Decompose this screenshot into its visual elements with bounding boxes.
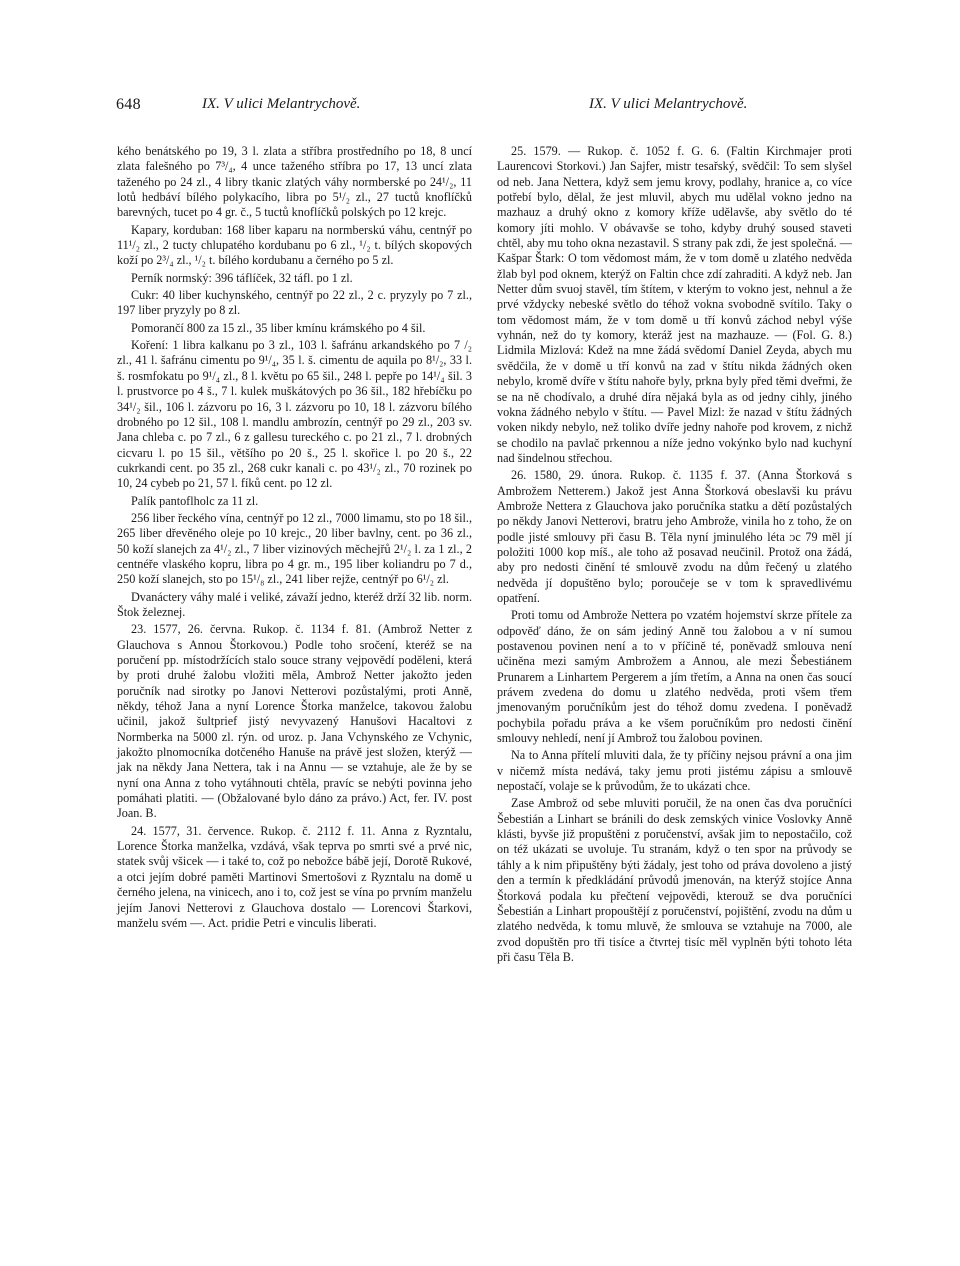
- paragraph: Koření: 1 libra kalkanu po 3 zl., 103 l. šafránu arkandského po 7 /₂ zl., 41 l. šafránu cimentu po 9¹/₄, 35 l. š. cimentu de aquila po 8¹/₂, 33 l. š. rosmfokatu po 9¹/₄ zl., 8 l. květu po 65 šil., 248 l. pepře po 14¹/₄ šil. 3 l. prustvorce po 4 š., 7 l. kulek muškátových po 36 šil., 182 hřebíčku po 34¹/₂ šil., 106 l. zázvoru po 16, 3 l. zázvoru po 10, 18 l. zázvoru bílého drobného po 12 šil., 108 l. mandlu ambrozín, centnýř po 29 zl., 203 sv. Jana chleba c. po 7 zl., 6 z gallesu tureckého c. po 21 zl., 7 l. drobných cicvaru l. po 15 šil., většího po 20 š., 25 l. skořice l. po 20 š., 22 cukrkandi cent. po 35 zl., 268 cukr kanali c. po 43¹/₂ zl., 70 rozinek po 10, 24 cybeb po 21, 57 l. fíků cent. po 12 zl.: [117, 338, 472, 491]
- right-column: [497, 144, 852, 967]
- paragraph: Cukr: 40 liber kuchynského, centnýř po 22 zl., 2 c. pryzyly po 7 zl., 197 liber pryzyly po 8 zl.: [117, 288, 472, 318]
- left-column: [117, 144, 472, 933]
- running-title-left: IX. V ulici Melantrychově.: [202, 96, 361, 112]
- running-title-right: IX. V ulici Melantrychově.: [589, 96, 748, 112]
- paragraph: Palík pantoflholc za 11 zl.: [131, 493, 259, 508]
- document-entry: 26. 1580, 29. února. Rukop. č. 1135 f. 37. (Anna Štorková s Ambrožem Netterem.) Jakož jest Anna Štorková obeslavši ku právu Ambrože Nettera z Glauchova jako poručníka statku a dětí pozůstalých po někdy Janovi Netterovi, bratru jeho Ambrože, vinila ho z toho, že on podle jisté smlouvy při času B. Těla nyní jminulého léta ᴐc 79 měl jí položiti 1000 kop míš., ale toho až posavad neučinil. Protož ona žádá, aby pro nedosti činění té smlouvě zvodu na dům řečený u zlatého nedvěda jí dopuštěno bylo; poroučeje se v tom k spravedlivému opatření.: [497, 468, 852, 605]
- paragraph: Kapary, korduban: 168 liber kaparu na normberskú váhu, centnýř po 11¹/₂ zl., 2 tucty chlupatého kordubanu po 6 zl., ¹/₂ t. bílých skopových koží po 2³/₄ zl., ¹/₂ t. bílého kordubanu a černého po 5 zl.: [117, 222, 472, 268]
- document-entry: 23. 1577, 26. června. Rukop. č. 1134 f. 81. (Ambrož Netter z Glauchova s Annou Štorkovou.) Podle toho sročení, kteréž se na poručení pp. místodržících stalo souce strany vejpovědí poděleni, která by proti druhé žalobu vložiti měla, Ambrož Netter jakožto jeden poručník nad sirotky po Janovi Netterovi pozůstalými, proti Anně, někdy, téhož Jana a nyní Lorence Štorka manželce, takovou žalobu učinil, jakož šultprief jistý nevyvazený Hanušovi Hacaltovi z Normberka na 5000 zl. rýn. od uroz. p. Jana Vchynského ze Vchynic, jakožto plnomocníka dotčeného Hanuše na právě jest složen, kterýž — jak na někdy Jana Nettera, tak i na Annu — se vztahuje, ale že by se nyní ona Anna z toho vytáhnouti chtěla, pravíc se nebýti povinna jeho pomáhati platiti. — (Obžalované bylo dáno za právo.) Act, fer. IV. post Joan. B.: [117, 622, 472, 821]
- paragraph: Perník normský: 396 táflíček, 32 táfl. po 1 zl.: [131, 270, 353, 285]
- paragraph: 256 liber řeckého vína, centnýř po 12 zl., 7000 limamu, sto po 18 šil., 265 liber dřevěného oleje po 10 krejc., 20 liber bavlny, cent. po 36 zl., 50 koží slanejch za 4¹/₂ zl., 7 liber vizinových měchejřů 2¹/₂ l. za 1 zl., 2 centnéře vlaského kopru, libra po 4 gr. m., 195 liber koliandru po 7 d., 250 koží slanejch, sto po 15¹/₈ zl., 241 liber rejže, centnýř po 6¹/₂ zl.: [117, 510, 472, 587]
- paragraph: Dvanáctery váhy malé i veliké, závaží jedno, kteréž drží 32 lib. norm. Štok železnej.: [117, 589, 472, 619]
- page-number: 648: [116, 96, 141, 113]
- document-entry: 24. 1577, 31. července. Rukop. č. 2112 f. 11. Anna z Ryzntalu, Lorence Štorka manželka, vzdává, však teprva po smrti své a prvé nic, statek svůj všicek — i také to, což po nebožce bábě její, Dorotě Rukové, a otci jejím dobré paměti Martinovi Smertošovi z Ryzntalu na domě u černého jelena, na vinicech, ano i to, což jest se vína po prvním manželu jejím Janovi Netterovi z Glauchova dostalo — Lorencovi Štarkovi, manželu svém —. Act. pridie Petri e vinculis liberati.: [117, 823, 472, 930]
- paragraph: Zase Ambrož od sebe mluviti poručil, že na onen čas dva poručníci Šebestián a Linhart se bránili do desk zemských vinice Voslovky Anně klásti, byvše již propuštěni z poručenství, avšak jim to nepostačilo, což on též ukázati se uvoluje. Tu stranám, když o ten spor na průvody se táhly a k nim připuštěny býti žádaly, jest toho od práva dovoleno a jistý den a termín k předkládání průvodů jmenován, na kterýž stojíce Anna Štorková podala ku přečtení vejpovědi, kterouž se dva poručníci Šebestián a Linhart propouštějí z poručenství, pojištění, zvodu na dům u zlatého nedvěda, k tomu mluvě, že smlouva se vztahuje na 7000, ale zvod dopuštěn pro tři tisíce a čtvrtej tisíc měl vyplněn býti tohoto léta při času Těla B.: [497, 796, 852, 964]
- document-entry: 25. 1579. — Rukop. č. 1052 f. G. 6. (Faltin Kirchmajer proti Laurencovi Storkovi.) Jan Sajfer, mistr tesařský, svědčil: To sem slyšel od neb. Jana Nettera, když sem jemu krovy, podlahy, hranice a, co více potřebí bylo, dělal, že jest mluvil, abych mu udělal vokno jedno na mazhauz a druhý okno z komory kříže udělavše, aby světlo do té komory jíti mohlo. V obávavše se toho, kdyby druhý soused staveti chtěl, aby mu toho okna nezastavil. S strany pak zdi, že jest společná. — Kašpar Štark: O tom vědomost mám, že v tom domě u zlatého nedvěda žlab byl pod oknem, kterýž on Faltin chce zdí zahraditi. A když neb. Jan Netter dům svuoj stavěl, tím štítem, v kterým to vokno jest, nehnul a že prvé vždycky nebeské světlo do téhož vokna svobodně svítilo. Taky o tom vědomost mám, že v tom domě u tří konvů záchod nebyl výše vyhnán, než do ty komory, kteráž jest na mazhauze. — (Fol. G. 8.) Lidmila Mizlová: Kdež na mne žádá svědomí Daniel Zeyda, abych mu svědčila, že v domě u tří konvů na zad v štítu nikda žádných oken nebylo, kromě dvíře v štítu nahoře byly, prkna byly před těmi dveřmi, že se na ně chodívalo, a druhé díra nějaká byla as od jedny cihly, jiného vokna žádného nebylo v štítu. — Pavel Mizl: že nazad v štítu žádných voken nikdy nebylo, než toliko dvíře jedny nahoře pod krovem, z nichž se chodilo na pavlač prkennou a níže jedno vokýnko bylo nad kuchyní nad šindelnou střechou.: [497, 144, 852, 465]
- paragraph: Pomorančí 800 za 15 zl., 35 liber kmínu krámského po 4 šil.: [131, 320, 426, 335]
- paragraph: kého benátského po 19, 3 l. zlata a stříbra prostředního po 18, 8 uncí zlata falešného po 7³/₄, 4 unce taženého stříbra po 17, 13 uncí zlata taženého po 24 zl., 4 libry tkanic zlatých váhy normberské po 24¹/₂, 11 lotů hedbáví bílého polykacího, libra po 5¹/₂ zl., 27 tuctů knoflíčků barevných, tucet po 4 gr. č., 5 tuctů knoflíčků polských po 12 krejc.: [117, 144, 472, 220]
- page-header: [116, 96, 848, 118]
- paragraph: Proti tomu od Ambrože Nettera po vzatém hojemství skrze přítele za odpověď dáno, že on sám jediný Anně tou žalobou a v ní sumou postavenou povinen není a to v příčině té, poněvadž smlouva není učiněna mezi samým Ambrožem a Annou, ale mezi Šebestiánem Prunarem a Linhartem Pergerem a jím třetím, a Anna na onen čas soucí právem zvedena do domu u zlatého nedvěda, proti všem třem jmenovaným poručníkům jest do téhož domu zvedena. I poněvadž pochybila pořadu práva a ke všem poručníkům pro nedosti činění smlouvy nehledí, není jí Ambrož tou žalobou povinen.: [497, 608, 852, 746]
- paragraph: Na to Anna přítelí mluviti dala, že ty příčiny nejsou právní a ona jim v ničemž místa nedává, taky jemu proti jistému zápisu a smlouvě nepostačí, volaje se k průvodům, že to ukázati chce.: [497, 748, 852, 794]
